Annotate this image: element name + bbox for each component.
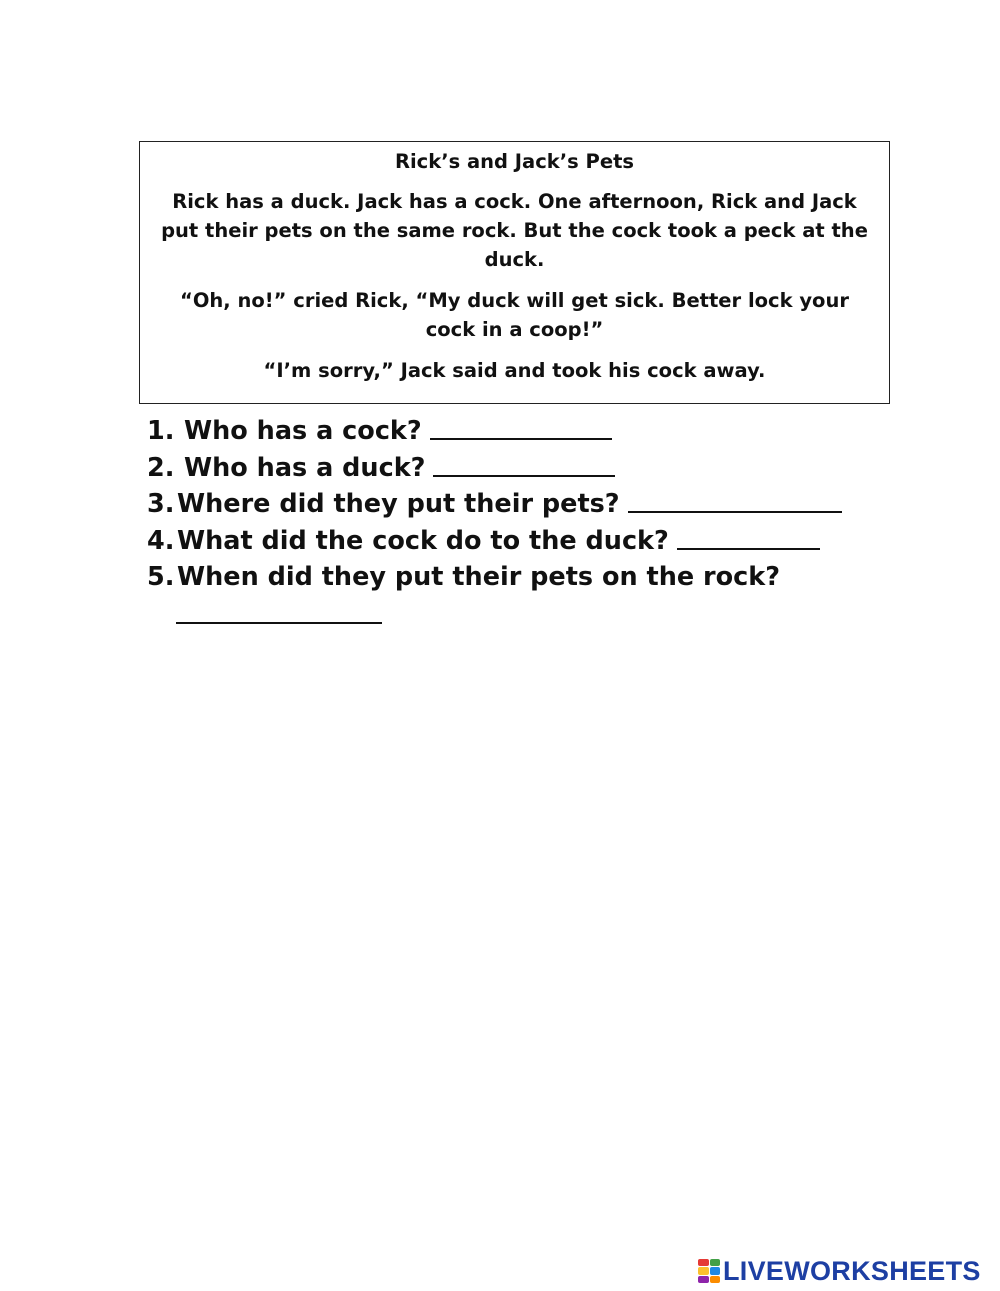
brand-name: LIVEWORKSHEETS	[723, 1256, 981, 1286]
story-paragraph: “Oh, no!” cried Rick, “My duck will get sick. Better lock your cock in a coop!”	[180, 289, 849, 341]
question-text: Who has a duck?	[184, 452, 426, 483]
logo-block	[710, 1276, 721, 1283]
question-list	[147, 413, 967, 596]
question-text: When did they put their pets on the rock?	[177, 562, 780, 592]
question-number: 4.	[147, 525, 175, 556]
story-box	[139, 141, 890, 404]
logo-block	[710, 1259, 721, 1266]
answer-blank[interactable]	[430, 413, 612, 440]
story-title: Rick’s and Jack’s Pets	[394, 150, 634, 173]
answer-blank[interactable]	[433, 450, 615, 477]
answer-blank[interactable]	[176, 622, 382, 624]
question-item	[147, 450, 967, 487]
question-number: 1.	[147, 416, 175, 446]
question-item	[147, 523, 967, 560]
liveworksheets-icon	[698, 1259, 720, 1283]
logo-block	[710, 1267, 721, 1274]
logo-block	[698, 1267, 709, 1274]
question-text: What did the cock do to the duck?	[177, 525, 669, 556]
answer-blank[interactable]	[628, 486, 842, 513]
question-text: Who has a cock?	[184, 416, 422, 446]
answer-blank[interactable]	[677, 523, 820, 550]
brand-logo	[698, 1256, 981, 1286]
question-number: 2.	[147, 452, 175, 483]
question-item	[147, 486, 967, 523]
question-text: Where did they put their pets?	[177, 489, 620, 519]
logo-block	[698, 1276, 709, 1283]
question-item	[147, 559, 967, 596]
question-number: 3.	[147, 489, 175, 519]
question-number: 5.	[147, 562, 175, 592]
story-paragraph: Rick has a duck. Jack has a cock. One afternoon, Rick and Jack put their pets on the same rock. But the cock took a peck at the duck.	[161, 190, 868, 271]
logo-block	[698, 1259, 709, 1266]
question-item	[147, 413, 967, 450]
story-paragraph: “I’m sorry,” Jack said and took his cock away.	[263, 359, 766, 382]
